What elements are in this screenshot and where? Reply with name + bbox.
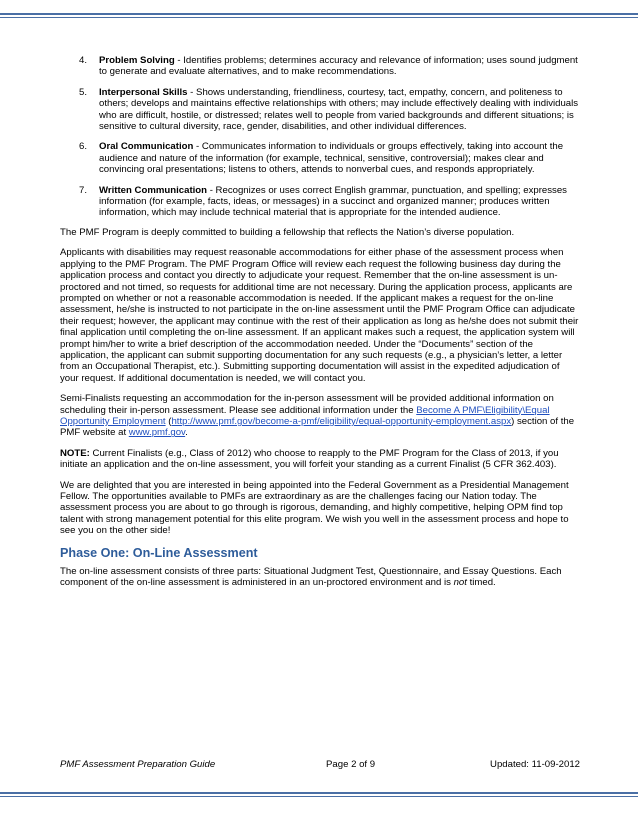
list-item (60, 87, 580, 133)
note-text: Current Finalists (e.g., Class of 2012) who choose to reapply to the PMF Program for the Class of 2013, if you initiate an application and the on-line assessment, you will forfeit your standing as a current Finalist (5 CFR 362.403). (60, 447, 559, 471)
item-number: 6. (79, 141, 88, 153)
item-number: 4. (79, 55, 88, 66)
list-item (60, 141, 580, 175)
paragraph-program: The PMF Program is deeply committed to building a fellowship that reflects the Nation’s diverse population. (60, 226, 515, 238)
item-title: Written Communication (99, 184, 208, 196)
semi-text: ) section of the PMF website at (60, 415, 575, 439)
semi-text: . (185, 427, 188, 439)
item-title: Interpersonal Skills (99, 86, 188, 98)
footer-title: PMF Assessment Preparation Guide (60, 759, 216, 770)
document-body (60, 55, 580, 597)
list-item (60, 185, 580, 219)
footer-page-number: Page 2 of 9 (326, 759, 376, 770)
item-title: Oral Communication (99, 141, 194, 153)
phase-emphasis: not (453, 577, 467, 589)
eligibility-link[interactable]: Become A PMF\Eligibility\Equal Opportunity Employment (60, 404, 550, 427)
phase-text: The on-line assessment consists of three parts: Situational Judgment Test, Questionnaire, and Essay Questions. Each component of the on-line assessment is administered in an un-proctored environment and is (60, 565, 562, 589)
item-text: - Shows understanding, friendliness, courtesy, tact, empathy, concern, and politeness to others; develops and maintains effective relationships with others; may include effectively dealing with individuals who are difficult, hostile, or distressed; relates well to people from varied backgrounds and different situations; is sensitive to cultural diversity, race, gender, disabilities, and other individual differences. (99, 86, 579, 133)
url-link[interactable]: http://www.pmf.gov/become-a-pmf/eligibility/equal-opportunity-employment.aspx (171, 415, 512, 427)
header-rule (0, 13, 638, 18)
item-number: 5. (79, 86, 88, 98)
footer-rule (0, 792, 638, 797)
list-item (60, 55, 580, 78)
page-footer (60, 759, 580, 773)
paragraph-phase-one (60, 566, 580, 589)
pmf-website-link[interactable]: www.pmf.gov (128, 427, 186, 439)
semi-text: Semi-Finalists requesting an accommodation for the in-person assessment will be provided additional information on scheduling their in-person assessment. Please see additional information under the (60, 393, 554, 416)
semi-text: ( (165, 415, 172, 427)
footer-updated: Updated: 11-09-2012 (490, 759, 580, 770)
item-text: - Identifies problems; determines accuracy and relevance of information; uses sound judgment to generate and evaluate alternatives, and to make recommendations. (99, 55, 578, 78)
paragraph-accommodation: Applicants with disabilities may request reasonable accommodations for either phase of the assessment process when applying to the PMF Program. The PMF Program Office will review each request the following business day during the application process and contact you directly to adjudicate your request. Remember that the on-line assessment is un-proctored and not timed, so requests for additional time are not necessary. During the application process, applicants are prompted on whether or not a reasonable accommodation is needed. If the applicant makes a request for the on-line assessment, he/she is instructed to not participate in the on-line assessment until the PMF Program Office can adjudicate their request; however, the applicant may continue with the rest of their application as long as he/she does not submit their final application until completing the on-line assessment. If an applicant makes such a request, the application system will prompt him/her to write a brief description of the accommodation needed. Under the “Documents” section of the application, the applicant can submit supporting documentation for any such requests (e.g., a physician’s letter, a letter from an Occupational Therapist, etc.). Submitting supporting documentation will assist in the expedited adjudication of your request. If additional documentation is needed, we will contact you. (60, 247, 579, 384)
item-text: - Communicates information to individuals or groups effectively, taking into account the audience and nature of the information (for example, technical, sensitive, controversial); makes clear and convincing oral presentations; listens to others, attends to nonverbal cues, and responds appropriately. (99, 141, 564, 176)
note-label: NOTE: (60, 447, 90, 459)
paragraph-delight: We are delighted that you are interested in being appointed into the Federal Government as a Presidential Management Fellow. The opportunities available to PMFs are extraordinary as are the challenges facing our Nation today. The assessment process you are about to go through is rigorous, demanding, and highly competitive, helping OPM find top talent with strong management potential for this elite program. We wish you well in the assessment process and hope to see you on the other side! (60, 479, 569, 537)
item-text: - Recognizes or uses correct English grammar, punctuation, and spelling; expresses information (for example, facts, ideas, or messages) in a succinct and organized manner; produces written information, which may include technical material that is appropriate for the intended audience. (99, 184, 567, 219)
item-title: Problem Solving (99, 55, 175, 66)
section-heading: Phase One: On-Line Assessment (60, 545, 258, 560)
item-number: 7. (79, 184, 88, 196)
paragraph-semi-finalists (60, 393, 580, 439)
phase-text: timed. (466, 577, 496, 589)
paragraph-note (60, 448, 580, 471)
